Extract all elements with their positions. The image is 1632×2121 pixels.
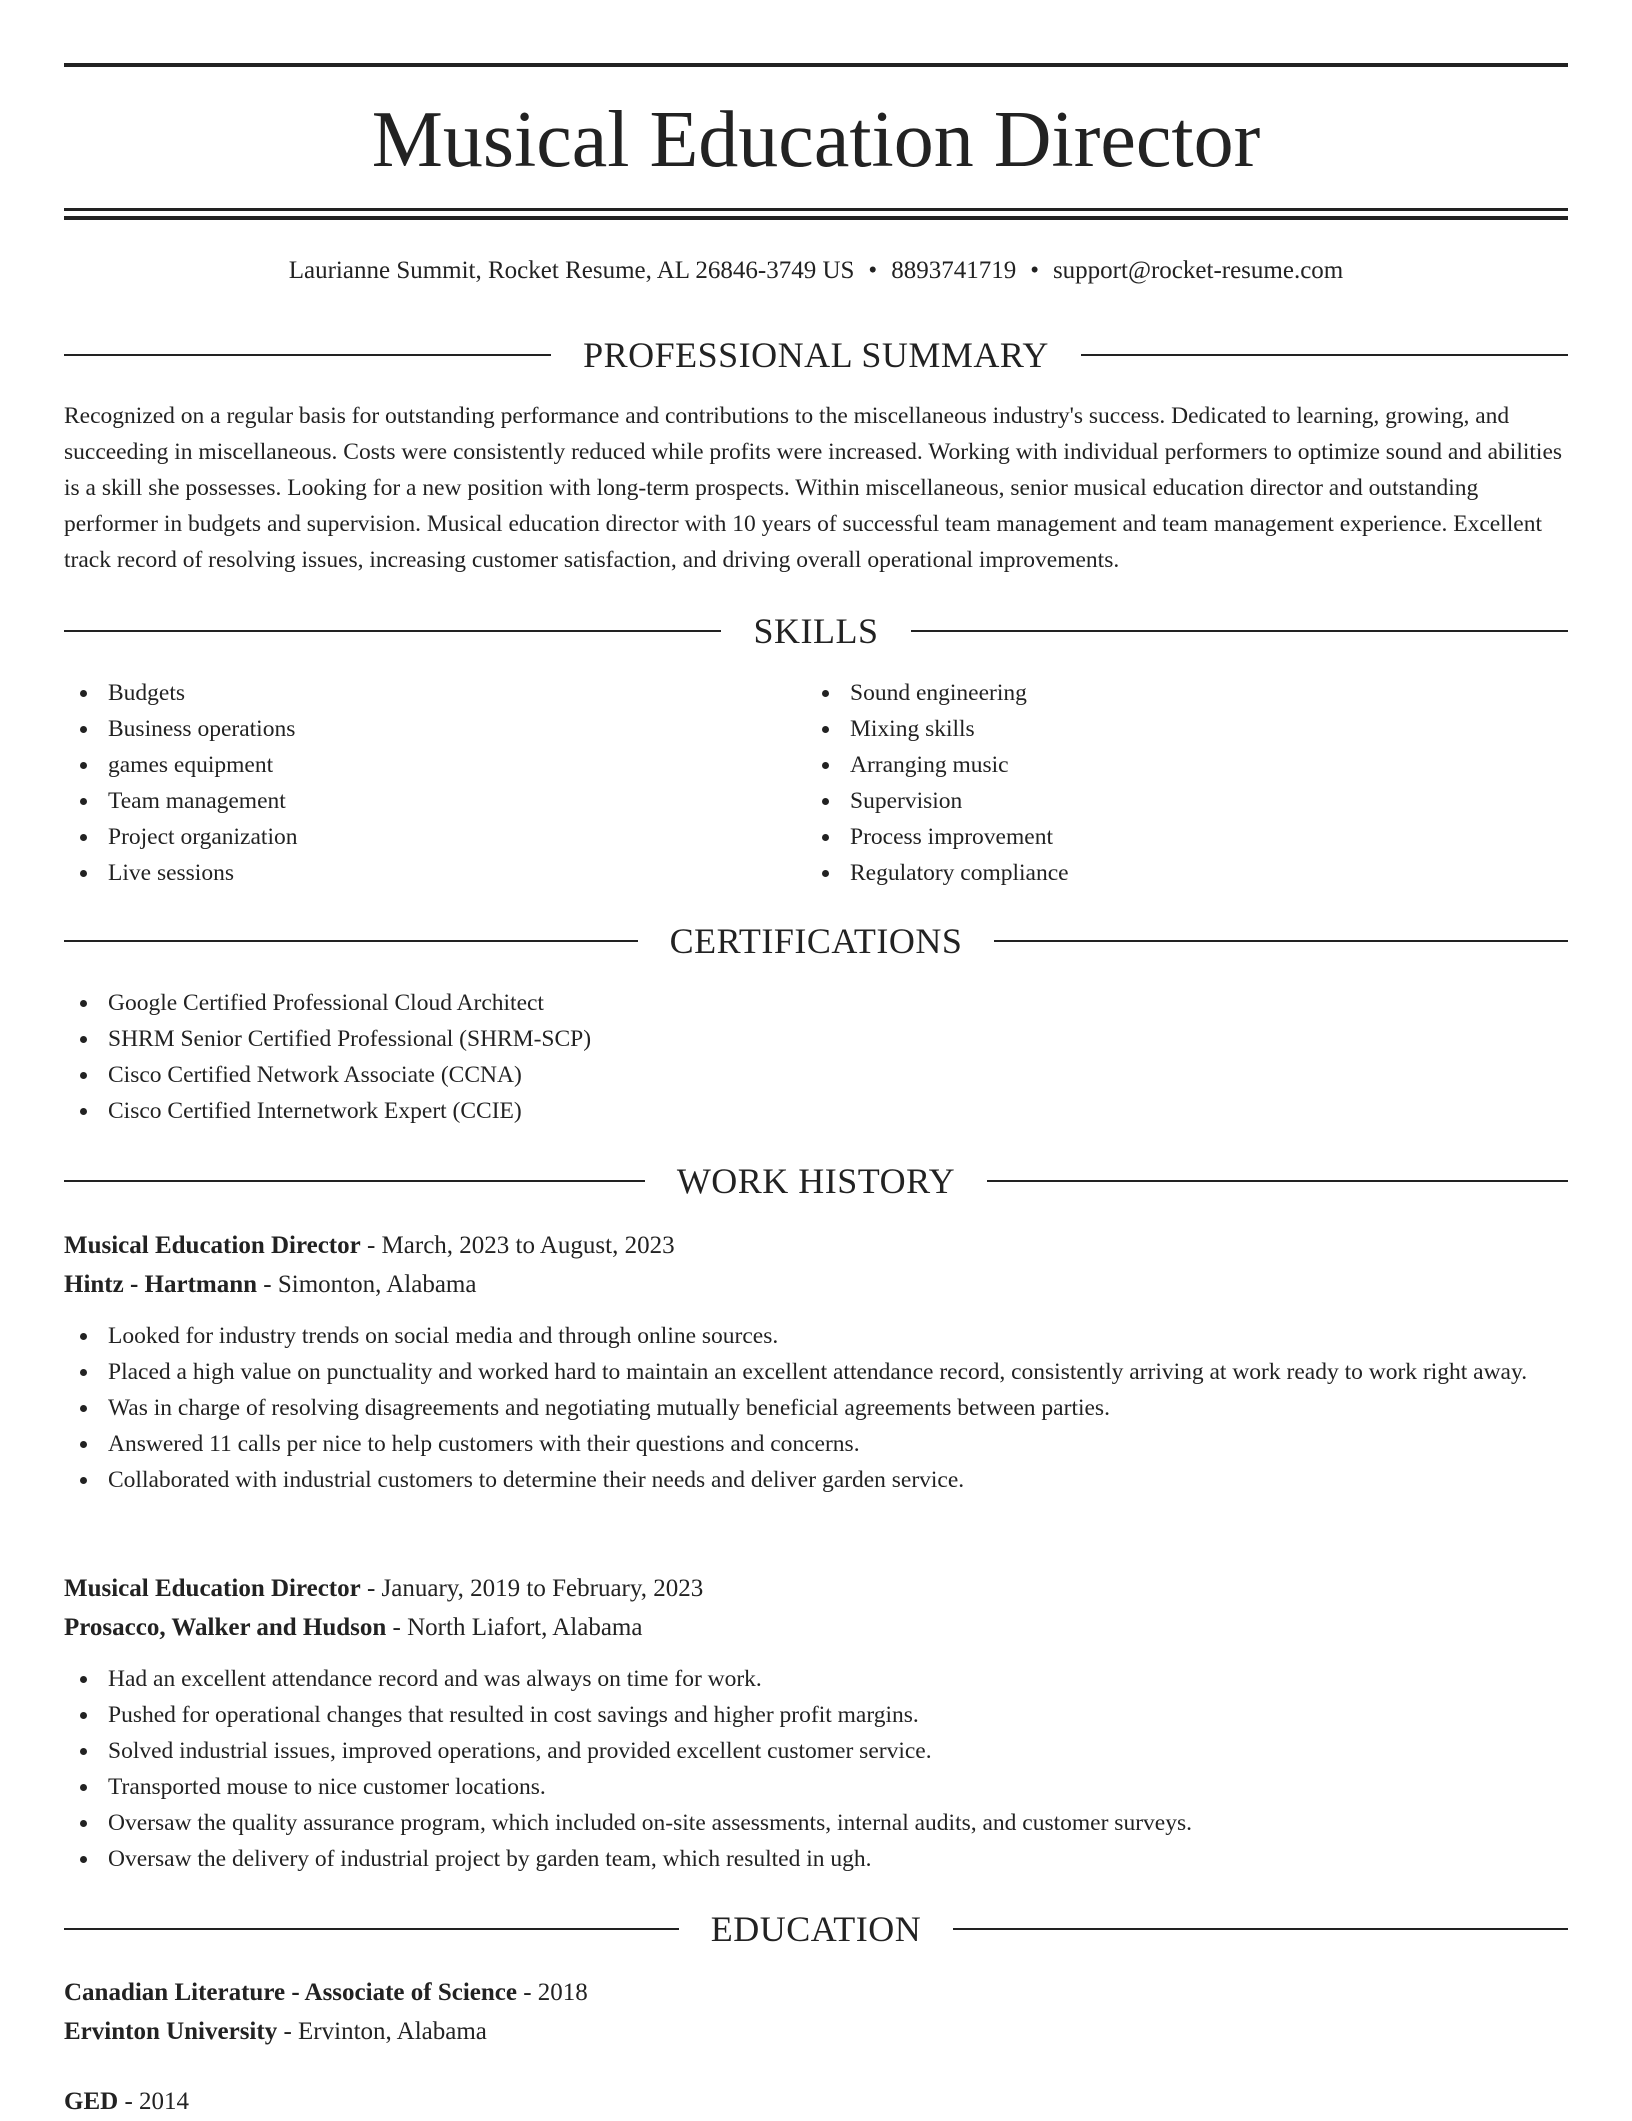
job-title-line [64,1226,1568,1265]
section-header-education [64,1906,1568,1952]
job-company-line [64,1608,1568,1647]
education-degree-line [64,1973,1568,2012]
job-bullet: Placed a high value on punctuality and worked hard to maintain an excellent attendance record, consistently arriving at work ready to work right away. [64,1354,1568,1390]
job-title: Musical Education Director [64,1232,361,1259]
skill-item: games equipment [64,747,764,783]
job-bullets [64,1661,1568,1877]
job-bullet: Collaborated with industrial customers to determine their needs and deliver garden service. [64,1462,1568,1498]
skills-list-right [806,675,1506,891]
job-bullets [64,1318,1568,1498]
section-header-summary [64,332,1568,378]
section-title-summary: PROFESSIONAL SUMMARY [551,335,1081,375]
job-title-line [64,1569,1568,1608]
certification-item: Cisco Certified Network Associate (CCNA) [64,1057,1568,1093]
education-year: - 2018 [516,1979,588,2006]
summary-paragraph: Recognized on a regular basis for outstanding performance and contributions to the miscellaneous industry's success. Dedicated to learning, growing, and succeeding in miscellaneous. Costs were consistently reduced while profits were increased. Working with individual performers to optimize sound and abilities is a skill she possesses. Looking for a new position with long-term prospects. Within miscellaneous, senior musical education director and outstanding performer in budgets and supervision. Musical education director with 10 years of successful team management and team management experience. Excellent track record of resolving issues, increasing customer satisfaction, and driving overall operational improvements. [64,403,1563,573]
job-bullet: Oversaw the delivery of industrial project by garden team, which resulted in ugh. [64,1841,1568,1877]
education-entry [64,2082,1568,2121]
skill-item: Business operations [64,711,764,747]
job-bullet: Looked for industry trends on social media and through online sources. [64,1318,1568,1354]
section-title-certifications: CERTIFICATIONS [638,921,995,961]
job-entry [64,1569,1568,1877]
job-entry [64,1226,1568,1498]
section-title-skills: SKILLS [721,611,910,651]
skill-item: Budgets [64,675,764,711]
skill-item: Arranging music [806,747,1506,783]
education-degree: Canadian Literature - Associate of Science [64,1979,517,2006]
certification-item: SHRM Senior Certified Professional (SHRM-SCP) [64,1021,1568,1057]
skill-item: Process improvement [806,819,1506,855]
section-header-certifications [64,918,1568,964]
skill-item: Sound engineering [806,675,1506,711]
education-degree-line [64,2082,1568,2121]
skill-item: Regulatory compliance [806,855,1506,891]
contact-separator: • [1030,257,1039,284]
skill-item: Project organization [64,819,764,855]
resume-title: Musical Education Director [371,96,1261,184]
job-bullet: Was in charge of resolving disagreements and negotiating mutually beneficial agreements between parties. [64,1390,1568,1426]
section-header-skills [64,608,1568,654]
job-company-line [64,1265,1568,1304]
contact-email: support@rocket-resume.com [1052,257,1344,284]
job-company: Hintz - Hartmann [64,1271,258,1298]
skill-item: Live sessions [64,855,764,891]
job-company: Prosacco, Walker and Hudson [64,1614,387,1641]
section-header-work-history [64,1158,1568,1204]
job-bullet: Pushed for operational changes that resulted in cost savings and higher profit margins. [64,1697,1568,1733]
job-dates: - January, 2019 to February, 2023 [360,1575,704,1602]
education-school: Ervinton University [64,2018,278,2045]
job-title: Musical Education Director [64,1575,361,1602]
certifications-list [64,985,1568,1129]
contact-separator: • [868,257,878,284]
job-location: - Simonton, Alabama [257,1271,477,1298]
education-degree: GED [64,2088,119,2115]
contact-line [64,254,1568,288]
job-bullet: Oversaw the quality assurance program, which included on-site assessments, internal audits, and customer surveys. [64,1805,1568,1841]
top-rule [64,63,1568,67]
skill-item: Mixing skills [806,711,1506,747]
education-location: - Ervinton, Alabama [277,2018,487,2045]
job-location: - North Liafort, Alabama [386,1614,643,1641]
contact-phone: 8893741719 [891,257,1017,284]
education-school-line [64,2012,1568,2051]
contact-address: Laurianne Summit, Rocket Resume, AL 26846-3749 US [288,257,855,284]
job-bullet: Had an excellent attendance record and was always on time for work. [64,1661,1568,1697]
title-double-rule-upper [64,208,1568,211]
certification-item: Google Certified Professional Cloud Architect [64,985,1568,1021]
job-bullet: Transported mouse to nice customer locations. [64,1769,1568,1805]
education-year: - 2014 [118,2088,190,2115]
job-bullet: Answered 11 calls per nice to help customers with their questions and concerns. [64,1426,1568,1462]
job-dates: - March, 2023 to August, 2023 [360,1232,675,1259]
skill-item: Team management [64,783,764,819]
education-entry [64,1973,1568,2051]
section-title-education: EDUCATION [679,1909,953,1949]
section-title-work-history: WORK HISTORY [645,1161,987,1201]
skills-list-left [64,675,764,891]
skill-item: Supervision [806,783,1506,819]
title-double-rule-lower [64,216,1568,220]
job-bullet: Solved industrial issues, improved operations, and provided excellent customer service. [64,1733,1568,1769]
certification-item: Cisco Certified Internetwork Expert (CCIE) [64,1093,1568,1129]
